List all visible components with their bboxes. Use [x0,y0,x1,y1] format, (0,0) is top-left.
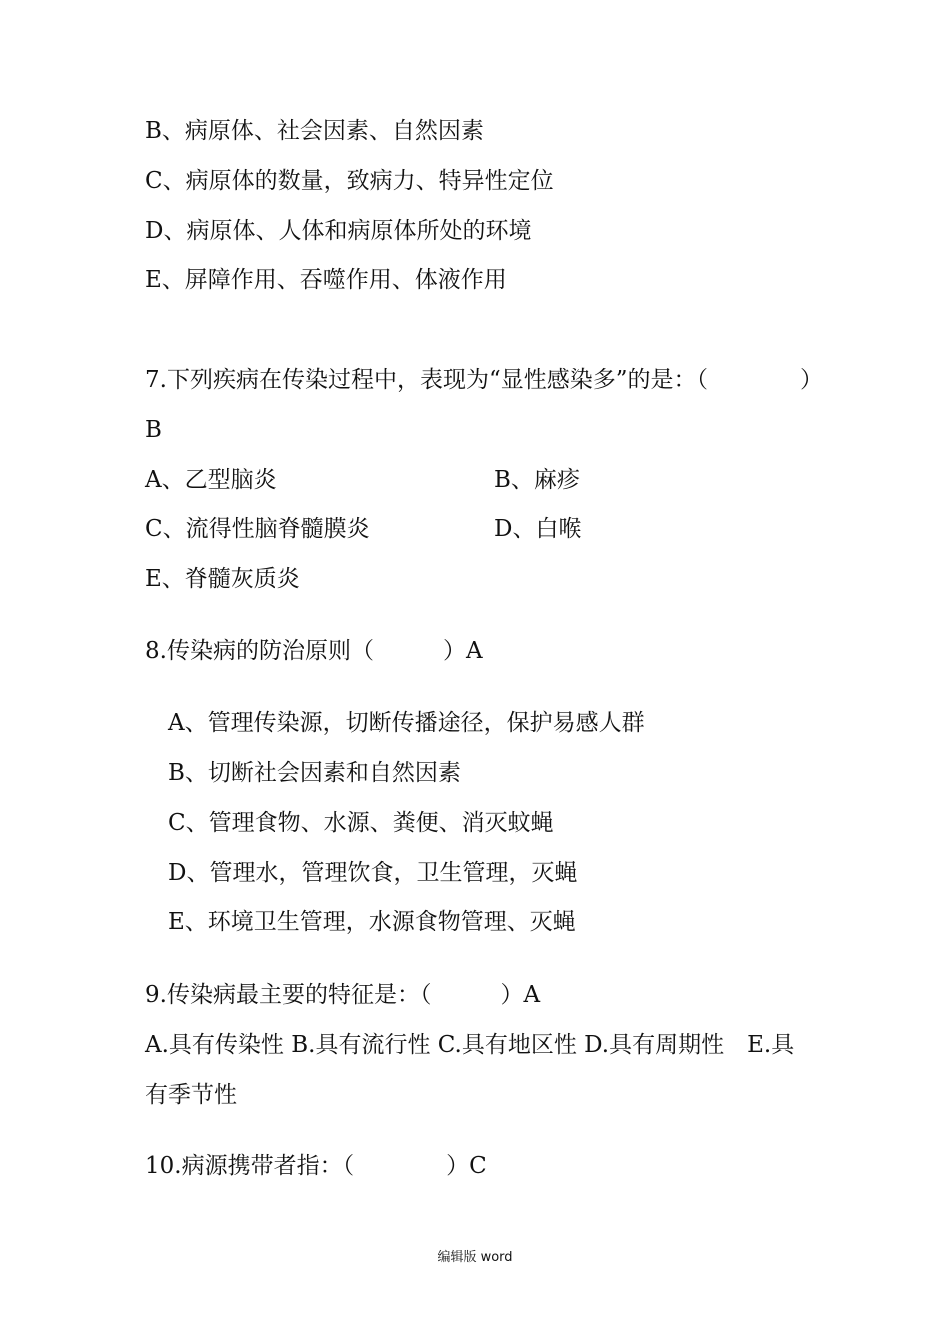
q8-option-a: A、管理传染源，切断传播途径，保护易感人群 [168,710,645,736]
q8-option-b: B、切断社会因素和自然因素 [168,760,461,786]
q8-option-e: E、环境卫生管理，水源食物管理、灭蝇 [168,909,576,935]
q9-options-line2: 有季节性 [145,1082,237,1108]
q8-option-c: C、管理食物、水源、粪便、消灭蚊蝇 [168,810,554,836]
q10-stem: 10.病源携带者指：（ ）C [145,1153,487,1179]
q6-option-b: B、病原体、社会因素、自然因素 [145,118,484,144]
q6-option-e: E、屏障作用、吞噬作用、体液作用 [145,267,507,293]
q7-option-c: C、流得性脑脊髓膜炎 [145,516,370,542]
q9-stem: 9.传染病最主要的特征是：（ ）A [145,982,541,1008]
q6-option-d: D、病原体、人体和病原体所处的环境 [145,218,532,244]
q8-stem: 8.传染病的防治原则（ ）A [145,638,483,664]
page-footer: 编辑版 word [437,1250,513,1265]
q9-options-line1: A.具有传染性 B.具有流行性 C.具有地区性 D.具有周期性 E.具 [145,1032,795,1058]
q7-option-a: A、乙型脑炎 [145,467,277,493]
q7-answer: B [145,417,162,443]
q7-option-b: B、麻疹 [494,467,580,493]
q6-option-c: C、病原体的数量，致病力、特异性定位 [145,168,554,194]
q7-option-d: D、白喉 [494,516,582,542]
q7-option-e: E、脊髓灰质炎 [145,566,300,592]
q7-stem: 7.下列疾病在传染过程中，表现为“显性感染多”的是：（ ） [145,367,823,393]
q8-option-d: D、管理水，管理饮食，卫生管理，灭蝇 [168,860,578,886]
